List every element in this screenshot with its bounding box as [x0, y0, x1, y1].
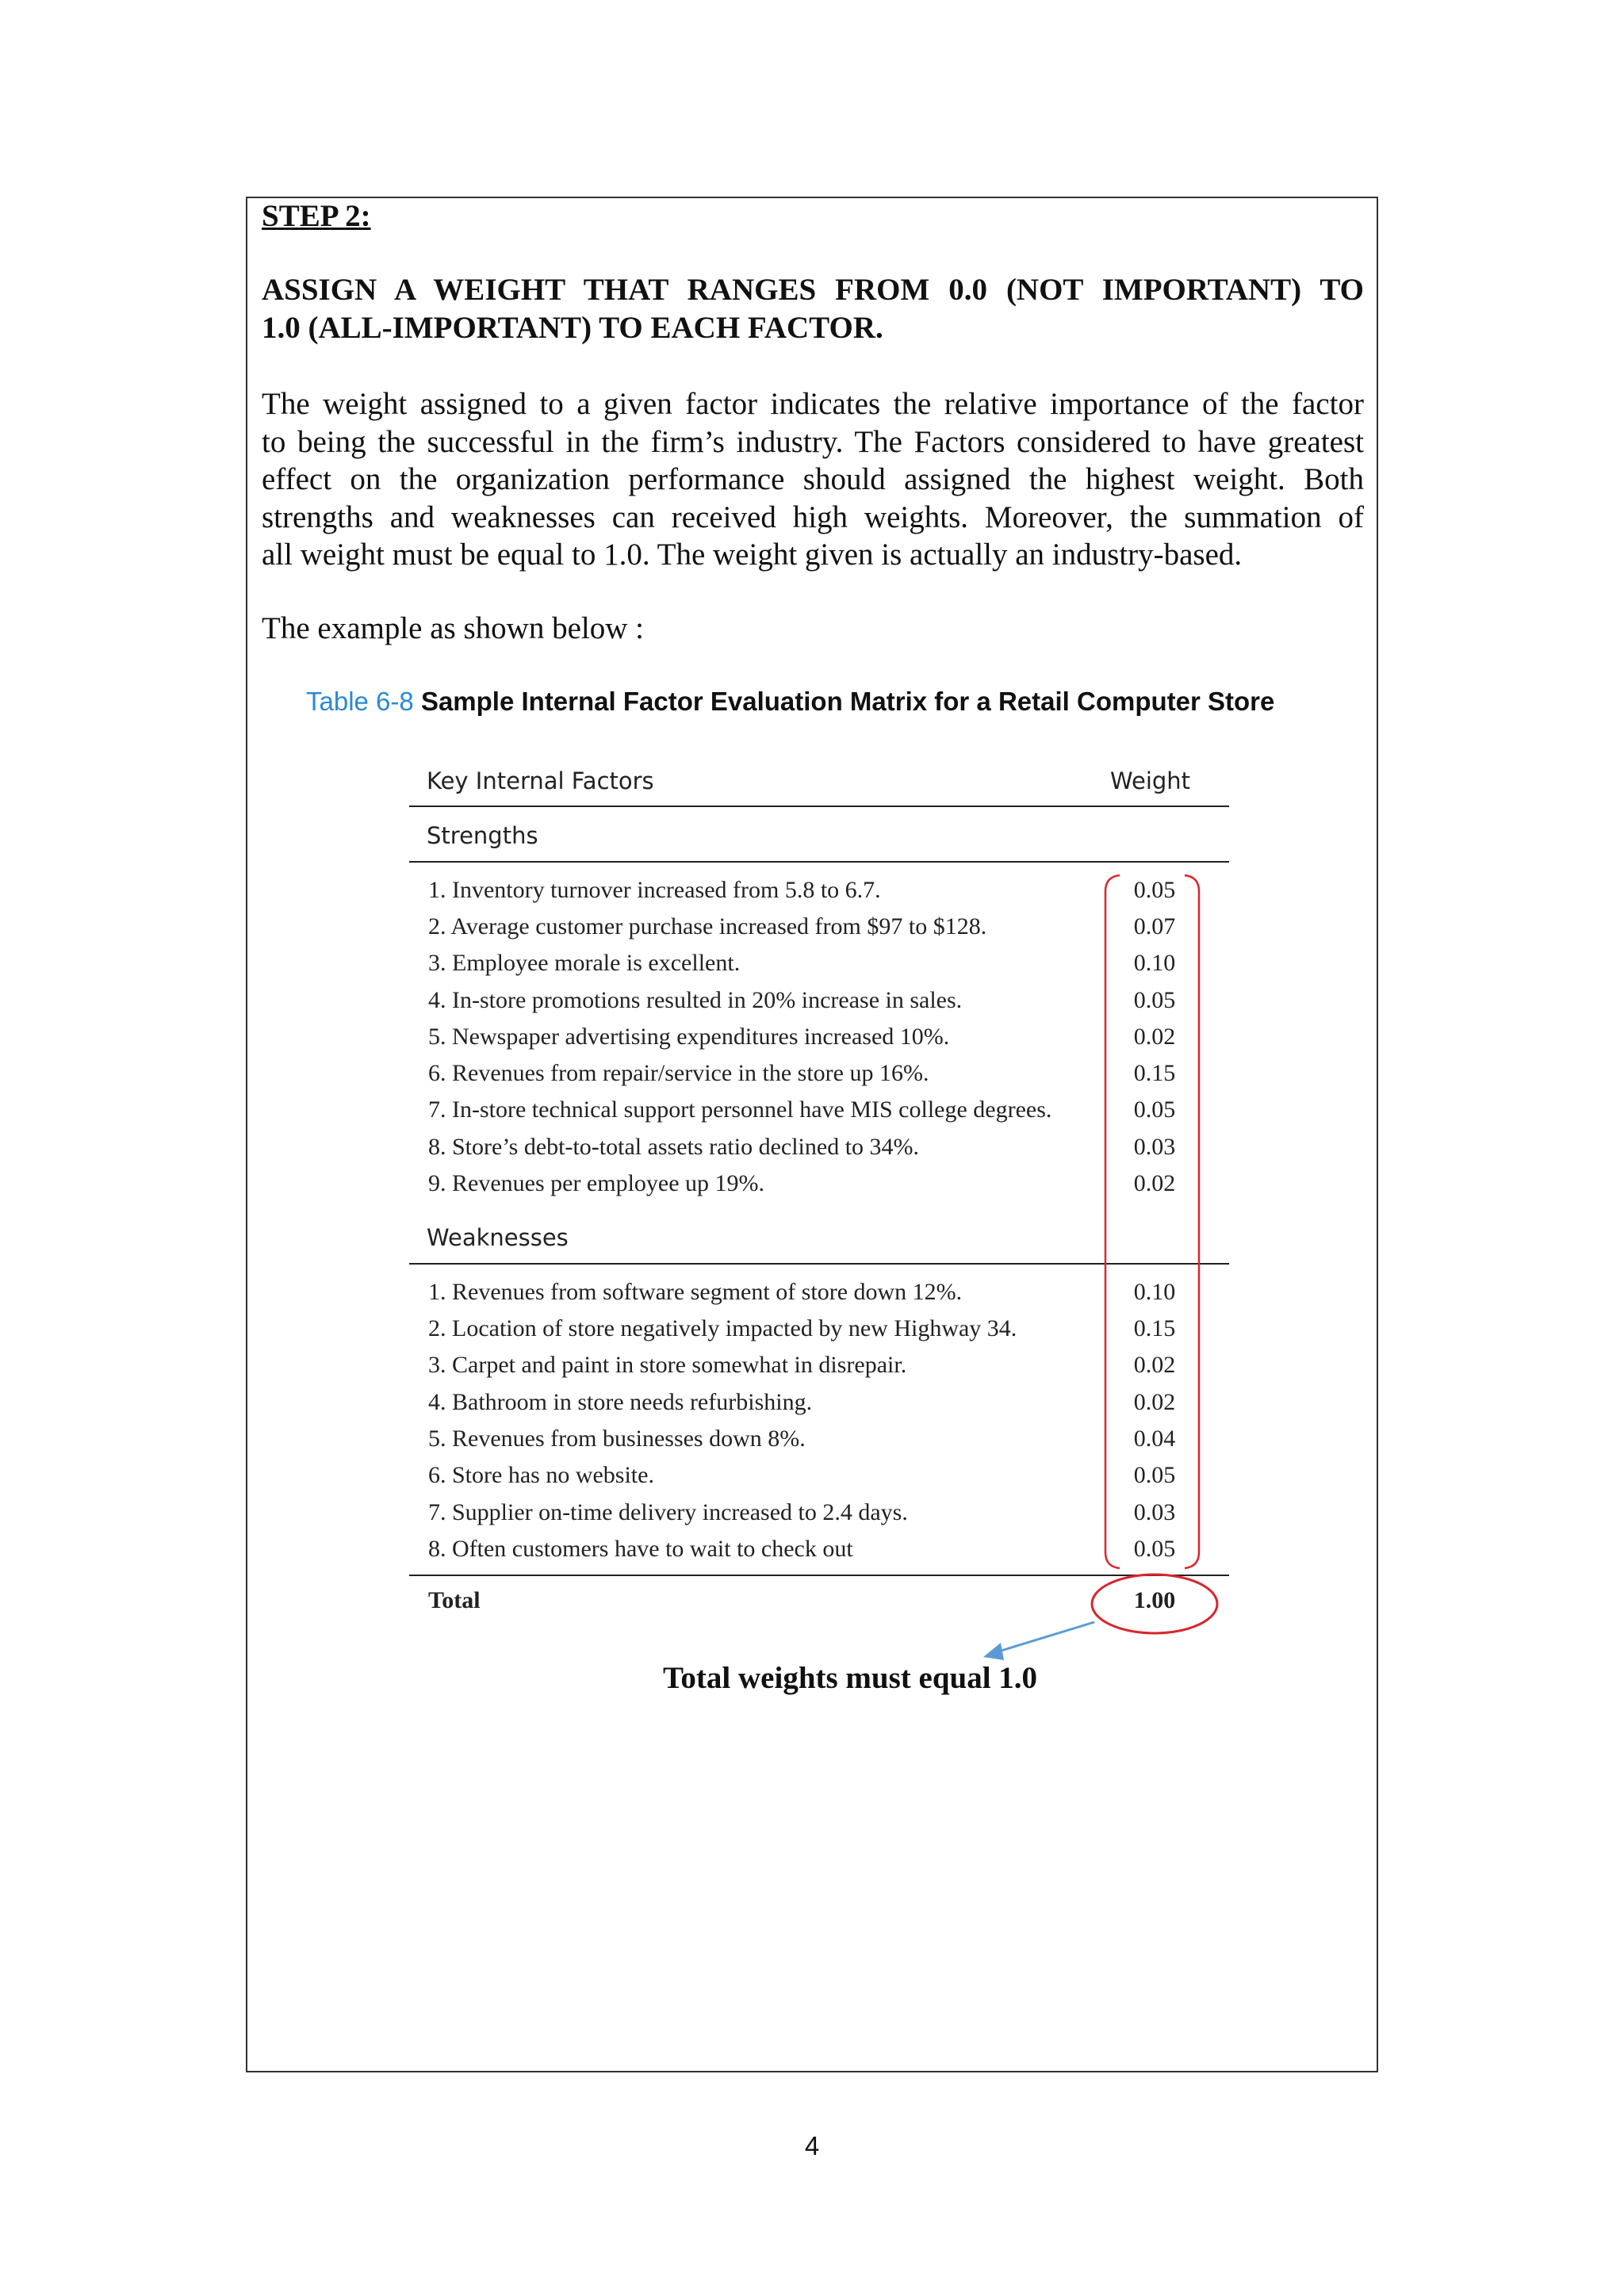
heading-line-2: 1.0 (ALL-IMPORTANT) TO EACH FACTOR.	[262, 311, 883, 345]
section-heading	[262, 271, 1364, 347]
page-number: 4	[804, 2131, 820, 2160]
strength-factor: 7. In-store technical support personnel have MIS college degrees.	[428, 1096, 1052, 1123]
table-rule	[409, 806, 1229, 807]
weakness-factor: 8. Often customers have to wait to check out	[428, 1536, 853, 1562]
strength-weight: 0.07	[1133, 913, 1176, 939]
heading-line-1: ASSIGN A WEIGHT THAT RANGES FROM 0.0 (NOT IMPORTANT) TO	[262, 273, 1364, 307]
weakness-weight: 0.05	[1133, 1536, 1176, 1562]
strength-weight: 0.05	[1133, 877, 1176, 903]
weakness-weight: 0.10	[1133, 1279, 1176, 1305]
strengths-label: Strengths	[427, 822, 538, 849]
strength-weight: 0.03	[1133, 1134, 1176, 1160]
table-caption	[306, 687, 1274, 717]
table-caption-title: Sample Internal Factor Evaluation Matrix for a Retail Computer Store	[420, 687, 1275, 716]
weakness-factor: 4. Bathroom in store needs refurbishing.	[428, 1389, 813, 1415]
weakness-weight: 0.04	[1133, 1425, 1176, 1452]
strength-weight: 0.10	[1133, 950, 1176, 976]
strength-weight: 0.15	[1133, 1060, 1176, 1086]
total-value: 1.00	[1133, 1587, 1176, 1613]
total-label: Total	[428, 1587, 481, 1613]
weakness-weight: 0.05	[1133, 1462, 1176, 1488]
table-rule	[409, 1263, 1229, 1265]
weakness-weight: 0.02	[1133, 1389, 1176, 1415]
paragraph-line: strengths and weaknesses can received high weights. Moreover, the summation of	[262, 499, 1364, 534]
weakness-factor: 5. Revenues from businesses down 8%.	[428, 1425, 806, 1452]
column-header-weight: Weight	[1110, 767, 1191, 794]
column-header-factors: Key Internal Factors	[427, 767, 654, 794]
weakness-factor: 1. Revenues from software segment of store down 12%.	[428, 1279, 963, 1305]
weakness-factor: 3. Carpet and paint in store somewhat in disrepair.	[428, 1352, 907, 1378]
weakness-factor: 7. Supplier on-time delivery increased to 2.4 days.	[428, 1499, 908, 1525]
callout-text: Total weights must equal 1.0	[663, 1661, 1038, 1695]
weakness-factor: 2. Location of store negatively impacted by new Highway 34.	[428, 1315, 1017, 1341]
strength-factor: 2. Average customer purchase increased from $97 to $128.	[428, 913, 987, 939]
paragraph-line: effect on the organization performance should assigned the highest weight. Both	[262, 462, 1364, 496]
strength-weight: 0.02	[1133, 1170, 1176, 1196]
weakness-weight: 0.02	[1133, 1352, 1176, 1378]
strength-weight: 0.05	[1133, 1096, 1176, 1123]
step-title: STEP 2:	[262, 199, 371, 233]
strength-factor: 9. Revenues per employee up 19%.	[428, 1170, 765, 1196]
strength-factor: 4. In-store promotions resulted in 20% increase in sales.	[428, 987, 963, 1013]
table-rule	[409, 861, 1229, 863]
strength-factor: 8. Store’s debt-to-total assets ratio declined to 34%.	[428, 1134, 920, 1160]
weakness-factor: 6. Store has no website.	[428, 1462, 654, 1488]
strength-weight: 0.05	[1133, 987, 1176, 1013]
strength-factor: 1. Inventory turnover increased from 5.8 to 6.7.	[428, 877, 881, 903]
paragraph-line: all weight must be equal to 1.0. The weight given is actually an industry-based.	[262, 538, 1243, 572]
strength-weight: 0.02	[1133, 1024, 1176, 1050]
paragraph-line: The weight assigned to a given factor indicates the relative importance of the factor	[262, 387, 1364, 421]
example-intro: The example as shown below :	[262, 611, 644, 645]
strength-factor: 5. Newspaper advertising expenditures increased 10%.	[428, 1024, 950, 1050]
weakness-weight: 0.03	[1133, 1499, 1176, 1525]
weakness-weight: 0.15	[1133, 1315, 1176, 1341]
weaknesses-label: Weaknesses	[427, 1224, 569, 1251]
table-rule	[409, 1575, 1229, 1576]
strength-factor: 6. Revenues from repair/service in the store up 16%.	[428, 1060, 929, 1086]
strength-factor: 3. Employee morale is excellent.	[428, 950, 741, 976]
table-caption-number: Table 6-8	[306, 687, 414, 716]
paragraph-line: to being the successful in the firm’s industry. The Factors considered to have greatest	[262, 424, 1364, 459]
body-paragraph	[262, 385, 1364, 574]
